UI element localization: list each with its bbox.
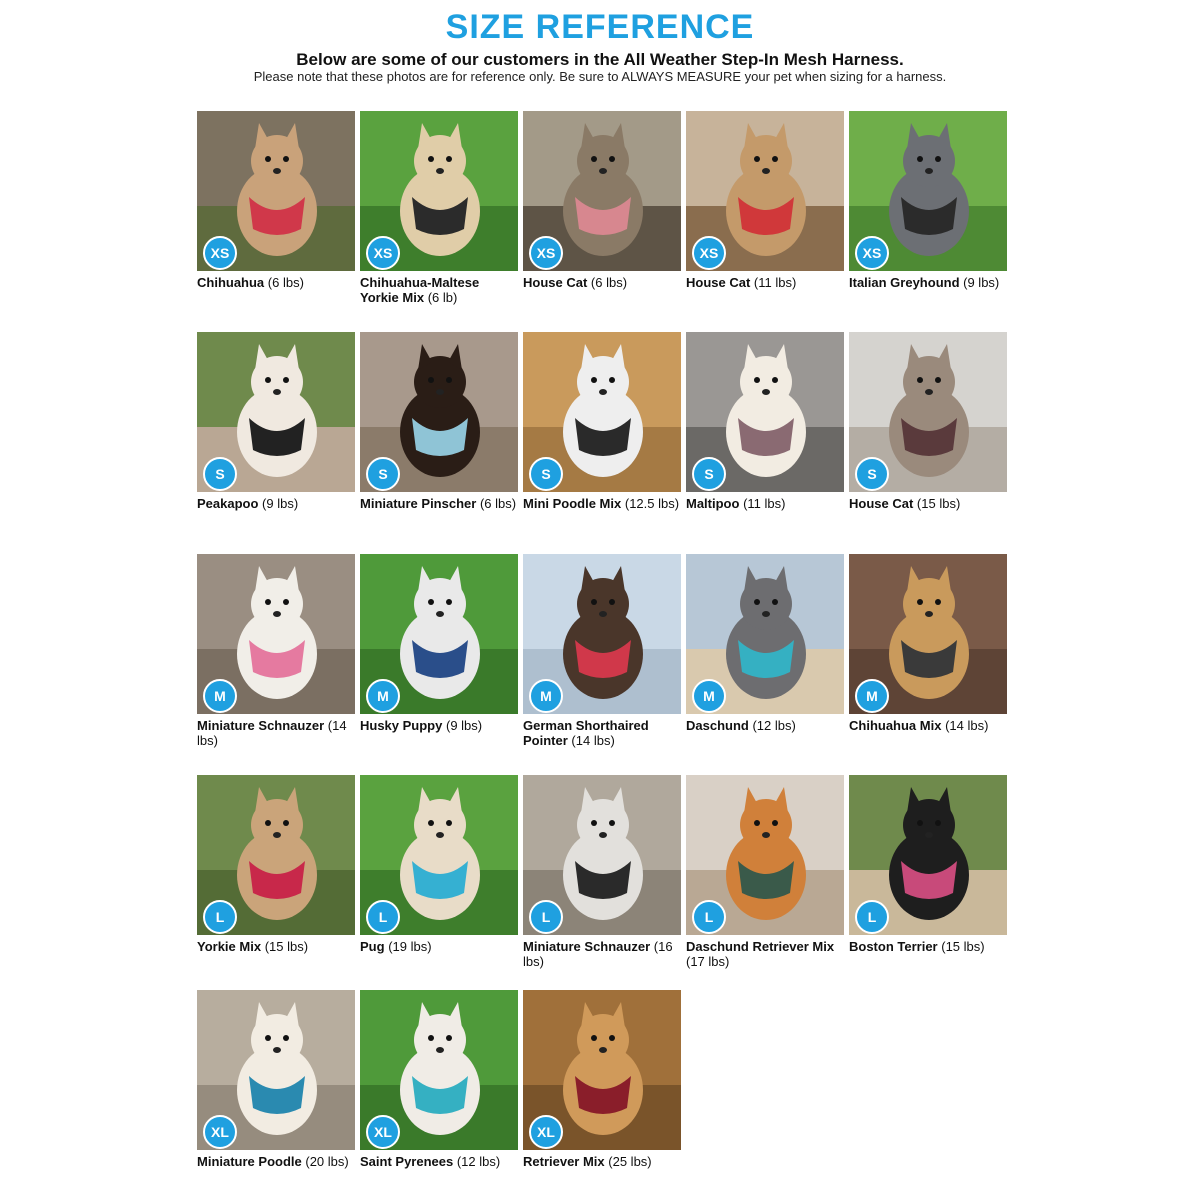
pet-breed: House Cat (523, 275, 588, 290)
pet-weight: (9 lbs) (262, 496, 299, 511)
pet-weight: (11 lbs) (743, 496, 786, 511)
size-badge: XS (855, 236, 889, 270)
page-title: SIZE REFERENCE (445, 8, 755, 46)
pet-caption (197, 496, 357, 511)
pet-weight: (15 lbs) (264, 939, 309, 954)
size-badge: XS (203, 236, 237, 270)
pet-photo (849, 775, 1007, 935)
sizing-note: Please note that these photos are for reference only. Be sure to ALWAYS MEASURE your pet when sizing for a harness. (253, 69, 947, 84)
pet-weight: (16 lbs) (523, 939, 673, 969)
pet-photo (849, 111, 1007, 271)
size-badge: XL (529, 1115, 563, 1149)
pet-card (849, 332, 1007, 542)
pet-breed: Pug (360, 939, 385, 954)
pet-weight: (15 lbs) (916, 496, 961, 511)
pet-breed: Daschund Retriever Mix (686, 939, 835, 954)
pet-card (523, 990, 681, 1200)
pet-photo (849, 554, 1007, 714)
size-badge: S (366, 457, 400, 491)
size-badge: M (529, 679, 563, 713)
size-badge: L (855, 900, 889, 934)
pet-photo (523, 554, 681, 714)
pet-card (523, 332, 681, 542)
size-badge: M (855, 679, 889, 713)
pet-card (360, 332, 518, 542)
pet-breed: Daschund (686, 718, 749, 733)
pet-breed: Miniature Pinscher (360, 496, 477, 511)
pet-photo (360, 775, 518, 935)
pet-caption (523, 275, 683, 290)
pet-card (686, 332, 844, 542)
pet-breed: Yorkie Mix (197, 939, 262, 954)
pet-weight: (12 lbs) (752, 718, 796, 733)
pet-caption (360, 496, 520, 511)
pet-weight: (6 lbs) (267, 275, 304, 290)
pet-weight: (17 lbs) (686, 954, 730, 969)
size-badge: L (203, 900, 237, 934)
pet-breed: Chihuahua Mix (849, 718, 942, 733)
pet-breed: House Cat (849, 496, 914, 511)
pet-card (360, 990, 518, 1200)
pet-weight: (12 lbs) (456, 1154, 501, 1169)
size-badge: L (529, 900, 563, 934)
pet-weight: (6 lbs) (590, 275, 628, 290)
pet-card (523, 775, 681, 985)
pet-breed: House Cat (686, 275, 751, 290)
pet-card (523, 111, 681, 321)
pet-caption (197, 1154, 357, 1169)
pet-breed: Husky Puppy (360, 718, 443, 733)
pet-breed: Chihuahua-Maltese Yorkie Mix (360, 275, 480, 305)
size-badge: S (855, 457, 889, 491)
pet-photo (360, 332, 518, 492)
pet-card (686, 111, 844, 321)
pet-card (849, 554, 1007, 764)
pet-card (197, 111, 355, 321)
size-badge: XL (203, 1115, 237, 1149)
pet-caption (197, 718, 357, 748)
pet-caption (197, 939, 357, 954)
pet-card (686, 775, 844, 985)
pet-caption (523, 1154, 683, 1169)
pet-photo (197, 775, 355, 935)
pet-photo (197, 990, 355, 1150)
pet-weight: (12.5 lbs) (624, 496, 680, 511)
pet-breed: Maltipoo (686, 496, 740, 511)
size-badge: L (692, 900, 726, 934)
pet-caption (686, 939, 846, 969)
pet-photo (197, 554, 355, 714)
pet-caption (849, 718, 1009, 733)
size-badge: XS (692, 236, 726, 270)
size-badge: M (366, 679, 400, 713)
pet-photo (360, 990, 518, 1150)
pet-weight: (19 lbs) (388, 939, 432, 954)
pet-breed: Retriever Mix (523, 1154, 605, 1169)
size-badge: XS (366, 236, 400, 270)
size-badge: S (692, 457, 726, 491)
pet-breed: Saint Pyrenees (360, 1154, 454, 1169)
pet-photo (686, 775, 844, 935)
pet-breed: German Shorthaired Pointer (523, 718, 649, 748)
pet-weight: (25 lbs) (608, 1154, 652, 1169)
pet-caption (197, 275, 357, 290)
pet-card (197, 775, 355, 985)
size-badge: M (692, 679, 726, 713)
pet-breed: Miniature Poodle (197, 1154, 302, 1169)
pet-weight: (20 lbs) (305, 1154, 349, 1169)
pet-weight: (6 lbs) (479, 496, 517, 511)
pet-card (849, 111, 1007, 321)
pet-caption (360, 1154, 520, 1169)
pet-card (360, 111, 518, 321)
pet-card (849, 775, 1007, 985)
size-badge: M (203, 679, 237, 713)
pet-breed: Miniature Schnauzer (523, 939, 651, 954)
size-badge: L (366, 900, 400, 934)
pet-weight: (15 lbs) (941, 939, 985, 954)
pet-caption (686, 275, 846, 290)
pet-caption (523, 496, 683, 511)
pet-photo (686, 554, 844, 714)
size-badge: S (529, 457, 563, 491)
pet-weight: (14 lbs) (945, 718, 989, 733)
pet-weight: (11 lbs) (753, 275, 797, 290)
pet-breed: Miniature Schnauzer (197, 718, 325, 733)
pet-caption (360, 718, 520, 733)
pet-photo (197, 332, 355, 492)
pet-card (197, 990, 355, 1200)
pet-photo (686, 111, 844, 271)
pet-weight: (6 lb) (427, 290, 458, 305)
pet-caption (849, 496, 1009, 511)
pet-card (197, 332, 355, 542)
pet-breed: Italian Greyhound (849, 275, 960, 290)
pet-weight: (14 lbs) (197, 718, 347, 748)
pet-caption (523, 718, 683, 748)
pet-photo (360, 554, 518, 714)
pet-breed: Chihuahua (197, 275, 265, 290)
pet-caption (849, 939, 1009, 954)
pet-photo (523, 111, 681, 271)
page-subtitle: Below are some of our customers in the All Weather Step-In Mesh Harness. (296, 50, 904, 69)
pet-photo (523, 990, 681, 1150)
pet-weight: (9 lbs) (963, 275, 1000, 290)
pet-caption (360, 939, 520, 954)
pet-caption (686, 718, 846, 733)
size-badge: XS (529, 236, 563, 270)
pet-breed: Peakapoo (197, 496, 259, 511)
pet-photo (360, 111, 518, 271)
pet-card (360, 775, 518, 985)
pet-weight: (14 lbs) (571, 733, 615, 748)
pet-card (686, 554, 844, 764)
pet-breed: Boston Terrier (849, 939, 938, 954)
pet-caption (686, 496, 846, 511)
pet-card (523, 554, 681, 764)
pet-breed: Mini Poodle Mix (523, 496, 622, 511)
pet-photo (523, 332, 681, 492)
pet-photo (523, 775, 681, 935)
pet-photo (197, 111, 355, 271)
size-badge: S (203, 457, 237, 491)
pet-caption (849, 275, 1009, 290)
size-badge: XL (366, 1115, 400, 1149)
pet-photo (849, 332, 1007, 492)
pet-weight: (9 lbs) (445, 718, 483, 733)
pet-card (360, 554, 518, 764)
pet-caption (360, 275, 520, 305)
pet-caption (523, 939, 683, 969)
pet-card (197, 554, 355, 764)
pet-photo (686, 332, 844, 492)
